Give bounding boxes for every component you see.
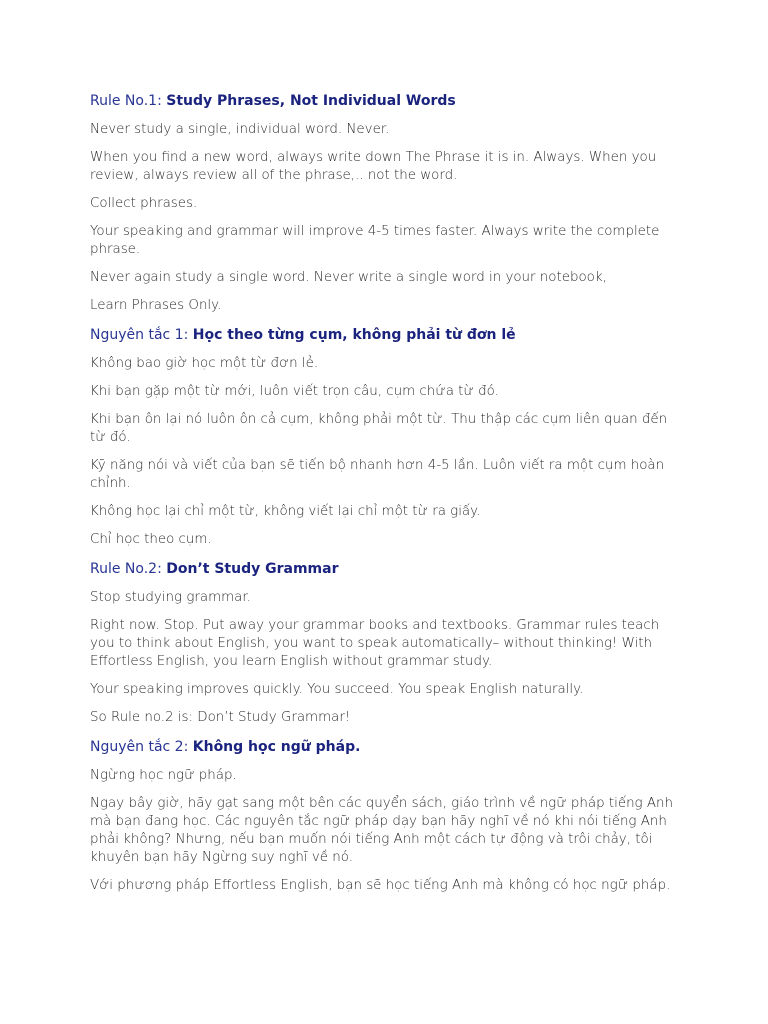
paragraph: So Rule no.2 is: Don’t Study Grammar! xyxy=(90,710,351,725)
section-heading xyxy=(90,91,680,111)
heading-prefix: Nguyên tắc 2: xyxy=(90,739,193,755)
paragraph: Stop studying grammar. xyxy=(90,590,251,605)
paragraph: Collect phrases. xyxy=(90,196,198,211)
paragraph: Không học lại chỉ một từ, không viết lại chỉ một từ ra giấy. xyxy=(90,504,481,519)
heading-prefix: Nguyên tắc 1: xyxy=(90,327,193,343)
heading-title: Không học ngữ pháp. xyxy=(192,739,361,755)
paragraph: Your speaking improves quickly. You succeed. You speak English naturally. xyxy=(90,682,584,697)
paragraph: When you find a new word, always write down The Phrase it is in. Always. When you review, always review all of the phrase,.. not the word. xyxy=(90,150,657,183)
paragraph: Kỹ năng nói và viết của bạn sẽ tiến bộ nhanh hơn 4-5 lần. Luôn viết ra một cụm hoàn chỉnh. xyxy=(90,458,665,491)
heading-prefix: Rule No.2: xyxy=(90,561,167,577)
paragraph: Learn Phrases Only. xyxy=(90,298,222,313)
section-heading xyxy=(90,559,680,579)
paragraph: Chỉ học theo cụm. xyxy=(90,532,212,547)
paragraph: Never again study a single word. Never write a single word in your notebook, xyxy=(90,270,607,285)
paragraph: Never study a single, individual word. Never. xyxy=(90,122,390,137)
section-rule-2 xyxy=(90,559,680,727)
heading-prefix: Rule No.1: xyxy=(90,93,167,109)
paragraph: Với phương pháp Effortless English, bạn sẽ học tiếng Anh mà không có học ngữ pháp. xyxy=(90,878,671,893)
section-rule-1 xyxy=(90,91,680,315)
paragraph: Khi bạn gặp một từ mới, luôn viết trọn câu, cụm chứa từ đó. xyxy=(90,384,499,399)
paragraph: Ngừng học ngữ pháp. xyxy=(90,768,237,783)
section-heading xyxy=(90,737,680,757)
paragraph: Your speaking and grammar will improve 4-5 times faster. Always write the complete phrase. xyxy=(90,224,660,257)
section-nguyen-tac-1 xyxy=(90,325,680,549)
heading-title: Study Phrases, Not Individual Words xyxy=(166,93,456,109)
paragraph: Ngay bây giờ, hãy gạt sang một bên các quyển sách, giáo trình về ngữ pháp tiếng Anh mà bạn đang học. Các nguyên tắc ngữ pháp dạy bạn hãy nghĩ về nó khi nói tiếng Anh phải không? Nhưng, nếu bạn muốn nói tiếng Anh một cách tự động và trôi chảy, tôi khuyên bạn hãy Ngừng suy nghĩ về nó. xyxy=(90,796,673,865)
paragraph: Right now. Stop. Put away your grammar books and textbooks. Grammar rules teach you to think about English, you want to speak automatically– without thinking! With Effortless English, you learn English without grammar study. xyxy=(90,618,660,669)
section-heading xyxy=(90,325,680,345)
heading-title: Don’t Study Grammar xyxy=(166,561,339,577)
paragraph: Không bao giờ học một từ đơn lẻ. xyxy=(90,356,319,371)
paragraph: Khi bạn ôn lại nó luôn ôn cả cụm, không phải một từ. Thu thập các cụm liên quan đến từ đó. xyxy=(90,412,668,445)
heading-title: Học theo từng cụm, không phải từ đơn lẻ xyxy=(192,327,516,343)
document-page xyxy=(90,91,680,905)
section-nguyen-tac-2 xyxy=(90,737,680,895)
